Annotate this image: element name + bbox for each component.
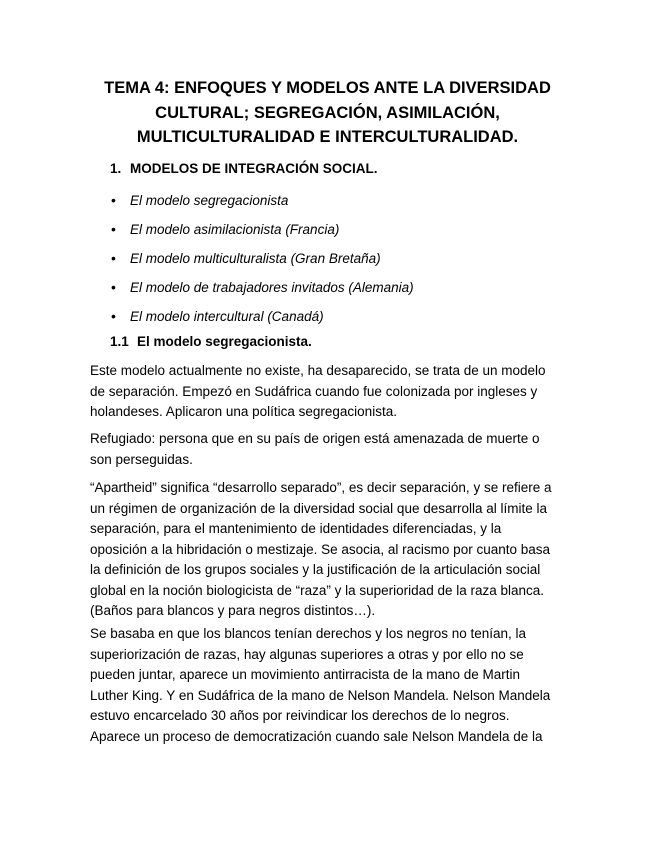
- paragraph-line: son perseguidas.: [90, 451, 193, 467]
- section-heading-1: [110, 161, 378, 176]
- paragraph-apartheid: [90, 478, 570, 622]
- title-line: MULTICULTURALIDAD E INTERCULTURALIDAD.: [136, 128, 519, 146]
- paragraph-line: Refugiado: persona que en su país de origen está amenazada de muerte o: [90, 431, 540, 446]
- paragraph-line: Se basaba en que los blancos tenían derechos y los negros no tenían, la: [90, 626, 527, 641]
- list-item: • El modelo intercultural (Canadá): [110, 302, 414, 331]
- paragraph-line: Luther King. Y en Sudáfrica de la mano de Nelson Mandela. Nelson Mandela: [90, 687, 551, 703]
- paragraph-line: estuvo encarcelado 30 años por reivindicar los derechos de lo negros.: [90, 708, 510, 723]
- list-item: • El modelo multiculturalista (Gran Bretaña): [110, 244, 414, 273]
- paragraph-line: Aparece un proceso de democratización cuando sale Nelson Mandela de la: [90, 728, 543, 744]
- paragraph-refugiado: [90, 429, 570, 470]
- paragraph-intro: [90, 361, 570, 423]
- section-label: MODELOS DE INTEGRACIÓN SOCIAL.: [130, 161, 378, 176]
- paragraph-mandela: [90, 624, 570, 747]
- list-item: • El modelo de trabajadores invitados (Alemania): [110, 273, 414, 302]
- section-number: 1.: [110, 161, 122, 176]
- paragraph-line: separación, para el mantenimiento de identidades diferenciadas, y la: [90, 521, 502, 536]
- list-item: • El modelo asimilacionista (Francia): [110, 215, 414, 244]
- paragraph-line: oposición a la hibridación o mestizaje. Se asocia, al racismo por cuanto basa: [90, 541, 551, 557]
- title-line: TEMA 4: ENFOQUES Y MODELOS ANTE LA DIVERSIDAD: [104, 79, 551, 97]
- paragraph-line: “Apartheid” significa “desarrollo separado”, es decir separación, y se refiere a: [90, 480, 552, 495]
- paragraph-line: (Baños para blancos y para negros distintos…).: [90, 603, 376, 618]
- paragraph-line: global en la noción biologicista de “raza” y la superioridad de la raza blanca.: [90, 582, 545, 598]
- paragraph-line: holandeses. Aplicaron una política segregacionista.: [90, 404, 397, 419]
- models-list: [110, 186, 414, 331]
- section-number: 1.1: [110, 334, 129, 349]
- section-label: El modelo segregacionista.: [137, 334, 312, 349]
- paragraph-line: un régimen de organización de la diversidad social que desarrolla al límite la: [90, 500, 548, 516]
- list-item: • El modelo segregacionista: [110, 186, 414, 215]
- title-line: CULTURAL; SEGREGACIÓN, ASIMILACIÓN,: [155, 103, 500, 122]
- paragraph-line: la definición de los grupos sociales y la justificación de la articulación social: [90, 562, 541, 577]
- paragraph-line: de separación. Empezó en Sudáfrica cuando fue colonizada por ingleses y: [90, 383, 538, 399]
- document-title: [100, 76, 555, 150]
- section-heading-1-1: [110, 334, 312, 349]
- paragraph-line: Este modelo actualmente no existe, ha desaparecido, se trata de un modelo: [90, 363, 546, 378]
- paragraph-line: superiorización de razas, hay algunas superiores a otras y por ello no se: [90, 646, 524, 662]
- paragraph-line: pueden juntar, aparece un movimiento antirracista de la mano de Martin: [90, 667, 520, 682]
